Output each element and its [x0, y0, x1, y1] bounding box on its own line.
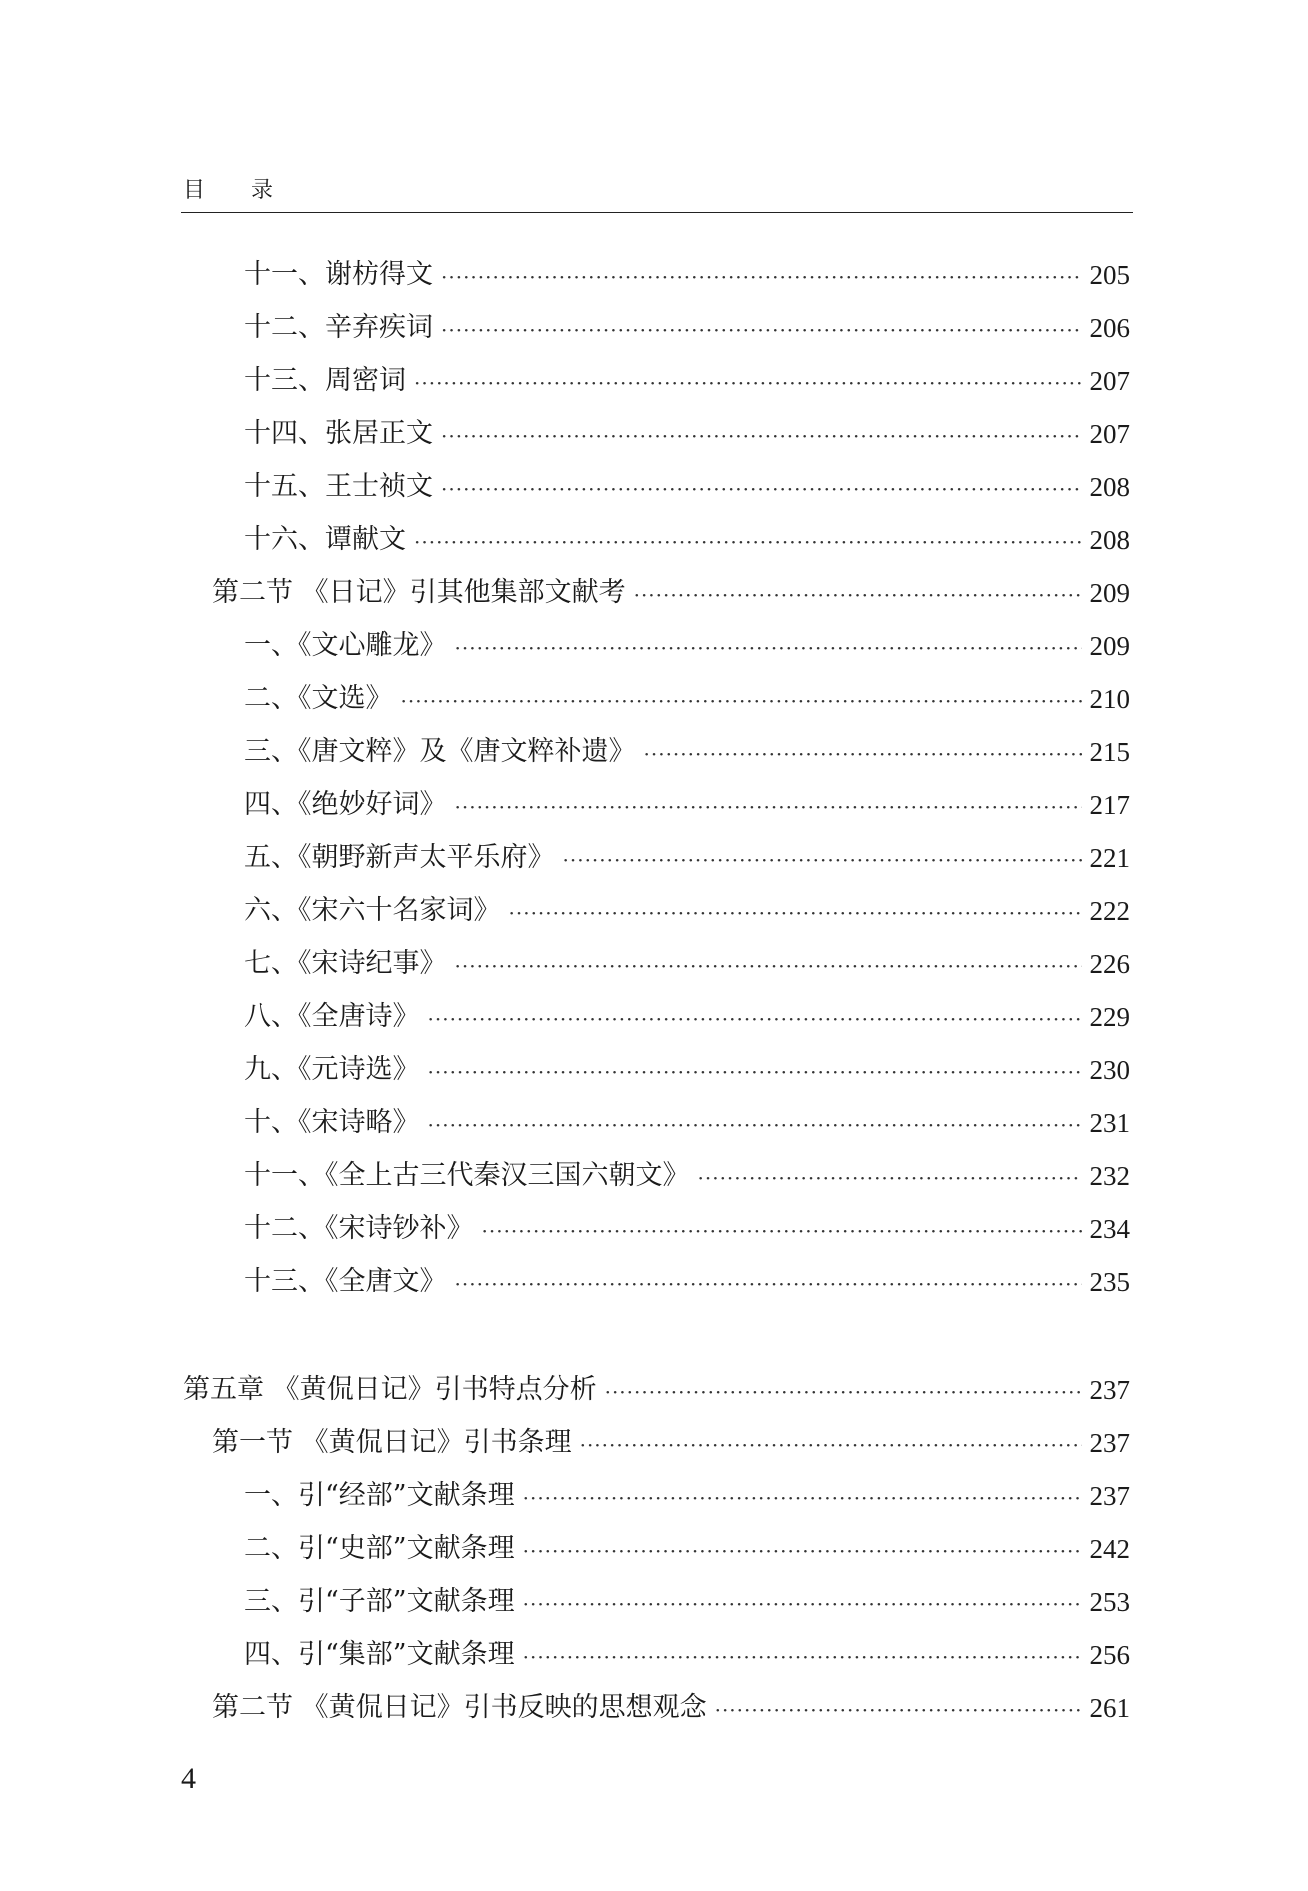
toc-entry-title: 九、《元诗选》: [244, 1054, 420, 1085]
toc-chapter-title: 第五章 《黄侃日记》引书特点分析: [183, 1374, 597, 1405]
dot-leader: [644, 732, 1082, 772]
toc-entry-page: 208: [1089, 472, 1130, 502]
toc-entry-page: 221: [1089, 843, 1130, 873]
toc-entry[interactable]: [244, 1050, 1130, 1090]
toc-entry-page: 207: [1089, 419, 1130, 449]
toc-entry-page: 207: [1089, 366, 1130, 396]
toc-entry-title: 四、引“集部”文献条理: [244, 1639, 515, 1670]
toc-entry-title: 十五、王士祯文: [244, 471, 433, 502]
dot-leader: [698, 1156, 1082, 1196]
toc-entry-title: 十一、《全上古三代秦汉三国六朝文》: [244, 1160, 690, 1191]
toc-entry-title: 一、《文心雕龙》: [244, 630, 447, 661]
toc-entry[interactable]: [244, 1103, 1130, 1143]
dot-leader: [563, 838, 1082, 878]
toc-entry[interactable]: [244, 467, 1130, 507]
toc-chapter[interactable]: [183, 1370, 1130, 1410]
toc-entry-title: 二、《文选》: [244, 683, 393, 714]
dot-leader: [428, 1050, 1082, 1090]
toc-entry[interactable]: [244, 1529, 1130, 1569]
toc-entry-page: 242: [1089, 1534, 1130, 1564]
dot-leader: [428, 997, 1082, 1037]
toc-entry-title: 五、《朝野新声太平乐府》: [244, 842, 555, 873]
toc-entry-page: 229: [1089, 1002, 1130, 1032]
dot-leader: [715, 1688, 1082, 1728]
toc-entry[interactable]: [244, 732, 1130, 772]
toc-entry[interactable]: [244, 785, 1130, 825]
toc-section-page: 209: [1089, 578, 1130, 608]
dot-leader: [523, 1476, 1082, 1516]
toc-entry-page: 231: [1089, 1108, 1130, 1138]
toc-entry-title: 三、引“子部”文献条理: [244, 1586, 515, 1617]
toc-entry-page: 232: [1089, 1161, 1130, 1191]
toc-entry[interactable]: [244, 838, 1130, 878]
toc-entry-title: 十一、谢枋得文: [244, 259, 433, 290]
toc-entry-page: 256: [1089, 1640, 1130, 1670]
toc-entry-title: 十三、《全唐文》: [244, 1266, 447, 1297]
dot-leader: [441, 308, 1082, 348]
toc-entry-title: 十、《宋诗略》: [244, 1107, 420, 1138]
toc-entry-page: 205: [1089, 260, 1130, 290]
toc-entry-page: 210: [1089, 684, 1130, 714]
dot-leader: [455, 944, 1082, 984]
toc-entry[interactable]: [244, 308, 1130, 348]
dot-leader: [441, 467, 1082, 507]
toc-entry-page: 226: [1089, 949, 1130, 979]
dot-leader: [634, 573, 1082, 613]
toc-entry[interactable]: [244, 1156, 1130, 1196]
toc-entry[interactable]: [244, 361, 1130, 401]
dot-leader: [580, 1423, 1082, 1463]
toc-entry-title: 十六、谭献文: [244, 524, 406, 555]
toc-entry-page: 215: [1089, 737, 1130, 767]
toc-entry-title: 十四、张居正文: [244, 418, 433, 449]
toc-section-title: 第二节 《黄侃日记》引书反映的思想观念: [212, 1692, 707, 1723]
dot-leader: [455, 1262, 1082, 1302]
toc-section-page: 261: [1089, 1693, 1130, 1723]
toc-entry-page: 209: [1089, 631, 1130, 661]
page-number: 4: [181, 1762, 196, 1795]
dot-leader: [455, 626, 1082, 666]
header-rule: [181, 212, 1133, 213]
dot-leader: [401, 679, 1082, 719]
toc-section[interactable]: [212, 1688, 1130, 1728]
toc-entry-page: 206: [1089, 313, 1130, 343]
toc-entry-page: 217: [1089, 790, 1130, 820]
dot-leader: [523, 1635, 1082, 1675]
running-head-mu: 目: [183, 178, 206, 203]
toc-entry-title: 十二、辛弃疾词: [244, 312, 433, 343]
toc-entry[interactable]: [244, 255, 1130, 295]
toc-section[interactable]: [212, 573, 1130, 613]
dot-leader: [523, 1529, 1082, 1569]
toc-section-page: 237: [1089, 1428, 1130, 1458]
dot-leader: [441, 255, 1082, 295]
toc-section-title: 第二节 《日记》引其他集部文献考: [212, 577, 626, 608]
dot-leader: [523, 1582, 1082, 1622]
toc-entry-title: 十二、《宋诗钞补》: [244, 1213, 474, 1244]
dot-leader: [482, 1209, 1082, 1249]
toc-entry-page: 230: [1089, 1055, 1130, 1085]
toc-entry-title: 七、《宋诗纪事》: [244, 948, 447, 979]
toc-entry-page: 208: [1089, 525, 1130, 555]
toc-entry[interactable]: [244, 520, 1130, 560]
toc-entry[interactable]: [244, 944, 1130, 984]
toc-entry[interactable]: [244, 414, 1130, 454]
dot-leader: [414, 520, 1082, 560]
toc-entry-title: 八、《全唐诗》: [244, 1001, 420, 1032]
toc-entry-title: 十三、周密词: [244, 365, 406, 396]
toc-entry[interactable]: [244, 1262, 1130, 1302]
dot-leader: [509, 891, 1082, 931]
toc-entry-page: 253: [1089, 1587, 1130, 1617]
toc-entry-title: 六、《宋六十名家词》: [244, 895, 501, 926]
toc-entry[interactable]: [244, 997, 1130, 1037]
dot-leader: [455, 785, 1082, 825]
dot-leader: [605, 1370, 1082, 1410]
toc-section-title: 第一节 《黄侃日记》引书条理: [212, 1427, 572, 1458]
dot-leader: [414, 361, 1082, 401]
toc-entry-title: 二、引“史部”文献条理: [244, 1533, 515, 1564]
toc-chapter-page: 237: [1089, 1375, 1130, 1405]
toc-section[interactable]: [212, 1423, 1130, 1463]
toc-entry[interactable]: [244, 1582, 1130, 1622]
dot-leader: [428, 1103, 1082, 1143]
running-head-lu: 录: [251, 178, 274, 203]
toc-entry[interactable]: [244, 1635, 1130, 1675]
toc-entry[interactable]: [244, 1476, 1130, 1516]
toc-entry[interactable]: [244, 679, 1130, 719]
toc-entry-title: 四、《绝妙好词》: [244, 789, 447, 820]
toc-entry[interactable]: [244, 626, 1130, 666]
toc-entry-title: 一、引“经部”文献条理: [244, 1480, 515, 1511]
toc-entry-page: 234: [1089, 1214, 1130, 1244]
toc-entry-title: 三、《唐文粹》及《唐文粹补遗》: [244, 736, 636, 767]
toc-entry-page: 237: [1089, 1481, 1130, 1511]
toc-entry-page: 235: [1089, 1267, 1130, 1297]
toc-entry[interactable]: [244, 1209, 1130, 1249]
toc-entry[interactable]: [244, 891, 1130, 931]
dot-leader: [441, 414, 1082, 454]
toc-entry-page: 222: [1089, 896, 1130, 926]
